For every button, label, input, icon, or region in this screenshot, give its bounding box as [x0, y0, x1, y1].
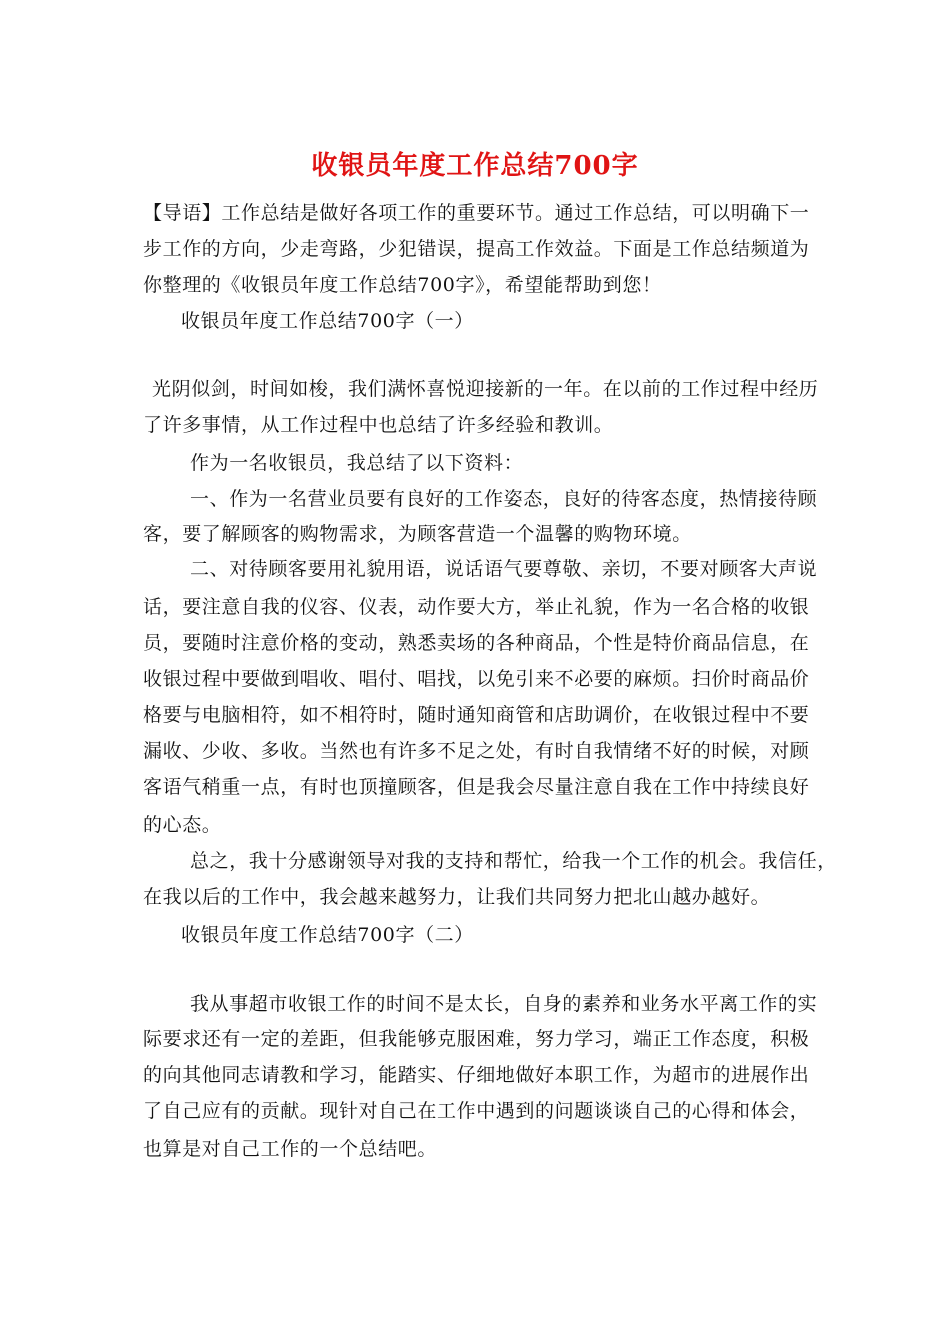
paragraph-line: 话，要注意自我的仪容、仪表，动作要大方，举止礼貌，作为一名合格的收银 — [143, 596, 810, 618]
section-heading-1: 收银员年度工作总结700字（一） — [181, 310, 474, 332]
document-title: 收银员年度工作总结700字 — [311, 151, 639, 181]
paragraph-line: 总之，我十分感谢领导对我的支持和帮忙，给我一个工作的机会。我信任， — [190, 850, 837, 872]
paragraph-line: 员，要随时注意价格的变动，熟悉卖场的各种商品，个性是特价商品信息，在 — [143, 632, 810, 654]
paragraph-line: 二、对待顾客要用礼貌用语，说话语气要尊敬、亲切，不要对顾客大声说 — [190, 558, 818, 580]
paragraph-line: 一、作为一名营业员要有良好的工作姿态，良好的待客态度，热情接待顾 — [190, 488, 818, 510]
paragraph-line: 的向其他同志请教和学习，能踏实、仔细地做好本职工作，为超市的进展作出 — [143, 1064, 810, 1086]
paragraph-line: 的心态。 — [143, 814, 222, 836]
paragraph-line: 格要与电脑相符，如不相符时，随时通知商管和店助调价，在收银过程中不要 — [143, 704, 810, 726]
intro-line-1: 【导语】工作总结是做好各项工作的重要环节。通过工作总结，可以明确下一 — [143, 202, 810, 224]
intro-line-3: 你整理的《收银员年度工作总结700字》，希望能帮助到您！ — [143, 274, 662, 296]
paragraph-line: 际要求还有一定的差距，但我能够克服困难，努力学习，端正工作态度，积极 — [143, 1028, 810, 1050]
section-heading-2: 收银员年度工作总结700字（二） — [181, 924, 474, 946]
intro-line-2: 步工作的方向，少走弯路，少犯错误，提高工作效益。下面是工作总结频道为 — [143, 238, 810, 260]
paragraph-line: 客语气稍重一点，有时也顶撞顾客，但是我会尽量注意自我在工作中持续良好 — [143, 776, 810, 798]
paragraph-line: 在我以后的工作中，我会越来越努力，让我们共同努力把北山越办越好。 — [143, 886, 771, 908]
paragraph-line: 客，要了解顾客的购物需求，为顾客营造一个温馨的购物环境。 — [143, 523, 692, 545]
paragraph-line: 收银过程中要做到唱收、唱付、唱找，以免引来不必要的麻烦。扫价时商品价 — [143, 668, 810, 690]
paragraph-line: 了许多事情，从工作过程中也总结了许多经验和教训。 — [143, 414, 614, 436]
paragraph-line: 作为一名收银员，我总结了以下资料： — [190, 452, 524, 474]
paragraph-line: 我从事超市收银工作的时间不是太长，自身的素养和业务水平离工作的实 — [190, 993, 818, 1015]
paragraph-line: 光阴似剑，时间如梭，我们满怀喜悦迎接新的一年。在以前的工作过程中经历 — [152, 378, 819, 400]
paragraph-line: 漏收、少收、多收。当然也有许多不足之处，有时自我情绪不好的时候，对顾 — [143, 740, 810, 762]
paragraph-line: 也算是对自己工作的一个总结吧。 — [143, 1138, 438, 1160]
paragraph-line: 了自己应有的贡献。现针对自己在工作中遇到的问题谈谈自己的心得和体会， — [143, 1100, 810, 1122]
